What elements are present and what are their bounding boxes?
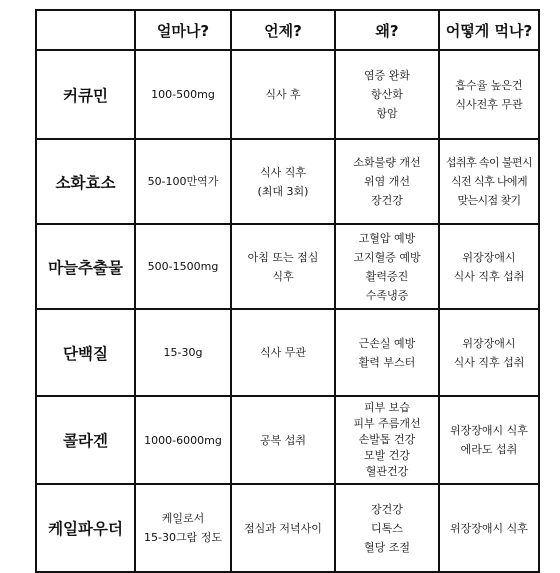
amount-cell [135, 224, 231, 309]
why-line: 활력 부스터 [358, 355, 416, 369]
supplement-name: 콜라겐 [36, 396, 135, 484]
why-line: 염증 완화 [363, 69, 410, 82]
amount-cell [135, 50, 231, 139]
how-cell [439, 50, 539, 139]
why-line: 혈당 조절 [363, 540, 410, 554]
why-line: 근손실 예방 [358, 336, 416, 350]
amount-cell [135, 309, 231, 396]
amount-line: 15-30그람 정도 [144, 531, 222, 544]
why-cell [335, 309, 439, 396]
why-line: 위염 개선 [363, 175, 410, 188]
why-line: 활력증진 [365, 269, 409, 283]
how-line: 위장장애시 식후 [450, 424, 528, 437]
why-cell [335, 224, 439, 309]
supplement-name: 커큐민 [36, 50, 135, 139]
table-row [36, 484, 539, 572]
when-cell [231, 50, 335, 139]
how-line: 식전 식후 나에게 [451, 175, 527, 188]
supplement-name: 소화효소 [36, 139, 135, 224]
amount-line: 1000-6000mg [144, 433, 222, 447]
why-line: 혈관건강 [365, 465, 409, 478]
how-line: 식사 직후 섭취 [453, 355, 525, 369]
when-line: (최대 3회) [257, 184, 309, 198]
amount-line: 500-1500mg [147, 260, 219, 273]
amount-line: 50-100만역가 [147, 175, 219, 188]
how-cell [439, 309, 539, 396]
how-cell [439, 484, 539, 572]
when-line: 식사 직후 [259, 165, 306, 179]
header-amount: 얼마나? [135, 10, 231, 50]
table-row [36, 396, 539, 484]
supplement-table [35, 9, 540, 573]
how-line: 섭취후 속이 불편시 [445, 156, 532, 169]
how-line: 위장장애시 식후 [450, 521, 528, 535]
when-line: 식사 후 [265, 88, 301, 101]
when-cell [231, 484, 335, 572]
why-line: 고지혈증 예방 [353, 250, 421, 264]
table-row [36, 309, 539, 396]
when-cell [231, 224, 335, 309]
header-row [36, 10, 539, 50]
why-line: 피부 주름개선 [353, 417, 421, 430]
header-why: 왜? [335, 10, 439, 50]
when-line: 점심과 저녁사이 [244, 521, 322, 535]
supplement-name: 마늘추출물 [36, 224, 135, 309]
how-line: 에라도 섭취 [460, 443, 518, 456]
why-line: 손발톱 건강 [358, 433, 416, 446]
amount-cell [135, 484, 231, 572]
why-line: 항암 [376, 107, 398, 120]
table-row [36, 224, 539, 309]
amount-line: 케일로서 [161, 512, 205, 525]
when-cell [231, 139, 335, 224]
when-line: 공복 섭취 [259, 433, 306, 447]
why-line: 고혈압 예방 [358, 231, 416, 245]
when-cell [231, 309, 335, 396]
why-line: 소화불량 개선 [353, 156, 421, 169]
why-line: 장건강 [371, 194, 403, 207]
supplement-name: 케일파우더 [36, 484, 135, 572]
how-cell [439, 224, 539, 309]
amount-cell [135, 396, 231, 484]
header-empty [36, 10, 135, 50]
table-row [36, 50, 539, 139]
why-line: 수족냉증 [365, 288, 409, 302]
how-line: 식사전후 무관 [455, 97, 523, 111]
header-how: 어떻게 먹나? [439, 10, 539, 50]
why-line: 디톡스 [371, 521, 403, 535]
how-line: 위장장애시 [462, 250, 516, 264]
why-line: 모발 건강 [363, 449, 410, 462]
why-line: 장건강 [371, 502, 403, 516]
why-cell [335, 50, 439, 139]
header-when: 언제? [231, 10, 335, 50]
when-line: 식후 [272, 269, 294, 283]
how-line: 위장장애시 [462, 336, 516, 350]
amount-line: 100-500mg [151, 88, 215, 101]
how-line: 흡수율 높은건 [455, 78, 523, 92]
how-cell [439, 396, 539, 484]
how-line: 식사 직후 섭취 [453, 269, 525, 283]
when-line: 식사 무관 [259, 346, 306, 359]
supplement-name: 단백질 [36, 309, 135, 396]
when-line: 아침 또는 점심 [247, 250, 319, 264]
why-line: 항산화 [371, 88, 403, 101]
how-cell [439, 139, 539, 224]
when-cell [231, 396, 335, 484]
why-cell [335, 139, 439, 224]
why-line: 피부 보습 [363, 401, 410, 414]
amount-cell [135, 139, 231, 224]
table-row [36, 139, 539, 224]
how-line: 맞는시점 찾기 [457, 194, 521, 207]
amount-line: 15-30g [163, 346, 203, 359]
why-cell [335, 484, 439, 572]
why-cell [335, 396, 439, 484]
